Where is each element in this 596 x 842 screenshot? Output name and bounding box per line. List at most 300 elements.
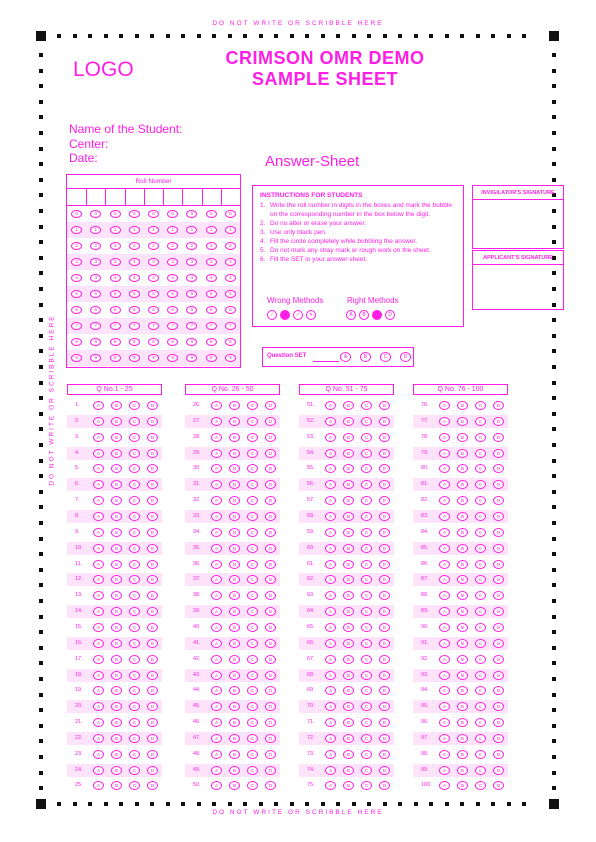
answer-bubble[interactable]: C xyxy=(361,766,372,775)
roll-digit-bubble[interactable]: 2 xyxy=(186,242,197,250)
answer-bubble[interactable]: C xyxy=(475,781,486,790)
roll-digit-bubble[interactable]: 0 xyxy=(110,210,121,218)
answer-bubble[interactable]: A xyxy=(325,575,336,584)
answer-bubble[interactable]: A xyxy=(93,417,104,426)
roll-digit-bubble[interactable]: 8 xyxy=(110,338,121,346)
answer-bubble[interactable]: C xyxy=(247,702,258,711)
roll-digit-bubble[interactable]: 6 xyxy=(167,306,178,314)
answer-bubble[interactable]: B xyxy=(343,639,354,648)
answer-bubble[interactable]: D xyxy=(379,781,390,790)
answer-bubble[interactable]: A xyxy=(211,702,222,711)
answer-bubble[interactable]: B xyxy=(457,718,468,727)
answer-bubble[interactable]: A xyxy=(93,655,104,664)
answer-bubble[interactable]: D xyxy=(493,734,504,743)
answer-bubble[interactable]: C xyxy=(475,702,486,711)
answer-bubble[interactable]: C xyxy=(247,686,258,695)
question-set-bubble[interactable]: C xyxy=(380,352,391,362)
answer-bubble[interactable]: B xyxy=(457,750,468,759)
answer-bubble[interactable]: D xyxy=(265,686,276,695)
answer-bubble[interactable]: A xyxy=(211,401,222,410)
answer-bubble[interactable]: A xyxy=(93,528,104,537)
answer-bubble[interactable]: D xyxy=(147,401,158,410)
answer-bubble[interactable]: A xyxy=(325,480,336,489)
answer-bubble[interactable]: D xyxy=(493,401,504,410)
answer-bubble[interactable]: B xyxy=(343,734,354,743)
answer-bubble[interactable]: B xyxy=(111,718,122,727)
answer-bubble[interactable]: C xyxy=(129,464,140,473)
answer-bubble[interactable]: C xyxy=(247,591,258,600)
roll-digit-bubble[interactable]: 8 xyxy=(71,338,82,346)
roll-digit-bubble[interactable]: 7 xyxy=(225,322,236,330)
answer-bubble[interactable]: B xyxy=(111,544,122,553)
answer-bubble[interactable]: B xyxy=(343,607,354,616)
answer-bubble[interactable]: C xyxy=(361,401,372,410)
answer-bubble[interactable]: C xyxy=(247,575,258,584)
answer-bubble[interactable]: D xyxy=(493,671,504,680)
answer-bubble[interactable]: D xyxy=(265,512,276,521)
answer-bubble[interactable]: B xyxy=(343,417,354,426)
answer-bubble[interactable]: D xyxy=(265,401,276,410)
answer-bubble[interactable]: C xyxy=(247,480,258,489)
answer-bubble[interactable]: D xyxy=(379,686,390,695)
answer-bubble[interactable]: A xyxy=(439,417,450,426)
roll-digit-bubble[interactable]: 2 xyxy=(110,242,121,250)
answer-bubble[interactable]: C xyxy=(129,718,140,727)
answer-bubble[interactable]: A xyxy=(93,781,104,790)
answer-bubble[interactable]: C xyxy=(247,512,258,521)
answer-bubble[interactable]: C xyxy=(247,766,258,775)
answer-bubble[interactable]: B xyxy=(229,560,240,569)
answer-bubble[interactable]: D xyxy=(147,671,158,680)
answer-bubble[interactable]: A xyxy=(439,591,450,600)
question-set-bubble[interactable]: B xyxy=(360,352,371,362)
answer-bubble[interactable]: A xyxy=(211,575,222,584)
answer-bubble[interactable]: D xyxy=(379,480,390,489)
answer-bubble[interactable]: C xyxy=(361,655,372,664)
answer-bubble[interactable]: B xyxy=(111,734,122,743)
answer-bubble[interactable]: C xyxy=(129,480,140,489)
answer-bubble[interactable]: D xyxy=(147,560,158,569)
answer-bubble[interactable]: A xyxy=(325,417,336,426)
answer-bubble[interactable]: A xyxy=(439,496,450,505)
answer-bubble[interactable]: C xyxy=(129,671,140,680)
answer-bubble[interactable]: A xyxy=(211,449,222,458)
roll-digit-bubble[interactable]: 6 xyxy=(186,306,197,314)
answer-bubble[interactable]: C xyxy=(475,449,486,458)
answer-bubble[interactable]: A xyxy=(325,671,336,680)
answer-bubble[interactable]: B xyxy=(343,496,354,505)
answer-bubble[interactable]: D xyxy=(147,512,158,521)
answer-bubble[interactable]: C xyxy=(475,480,486,489)
answer-bubble[interactable]: B xyxy=(457,623,468,632)
answer-bubble[interactable]: B xyxy=(343,781,354,790)
answer-bubble[interactable]: B xyxy=(229,607,240,616)
roll-digit-bubble[interactable]: 7 xyxy=(206,322,217,330)
answer-bubble[interactable]: B xyxy=(111,449,122,458)
answer-bubble[interactable]: A xyxy=(211,766,222,775)
roll-digit-bubble[interactable]: 4 xyxy=(186,274,197,282)
answer-bubble[interactable]: C xyxy=(247,528,258,537)
answer-bubble[interactable]: B xyxy=(229,528,240,537)
answer-bubble[interactable]: D xyxy=(379,544,390,553)
answer-bubble[interactable]: C xyxy=(361,671,372,680)
answer-bubble[interactable]: B xyxy=(343,512,354,521)
answer-bubble[interactable]: A xyxy=(439,639,450,648)
answer-bubble[interactable]: D xyxy=(147,449,158,458)
roll-digit-bubble[interactable]: 7 xyxy=(129,322,140,330)
answer-bubble[interactable]: B xyxy=(111,464,122,473)
roll-digit-bubble[interactable]: 6 xyxy=(148,306,159,314)
answer-bubble[interactable]: D xyxy=(493,512,504,521)
answer-bubble[interactable]: D xyxy=(265,766,276,775)
answer-bubble[interactable]: D xyxy=(265,464,276,473)
answer-bubble[interactable]: D xyxy=(379,528,390,537)
answer-bubble[interactable]: D xyxy=(379,433,390,442)
answer-bubble[interactable]: A xyxy=(439,528,450,537)
roll-digit-bubble[interactable]: 9 xyxy=(110,354,121,362)
answer-bubble[interactable]: C xyxy=(129,702,140,711)
answer-bubble[interactable]: A xyxy=(325,655,336,664)
answer-bubble[interactable]: A xyxy=(325,639,336,648)
answer-bubble[interactable]: C xyxy=(361,496,372,505)
roll-digit-bubble[interactable]: 3 xyxy=(225,258,236,266)
answer-bubble[interactable]: A xyxy=(439,766,450,775)
answer-bubble[interactable]: A xyxy=(211,433,222,442)
answer-bubble[interactable]: A xyxy=(325,464,336,473)
answer-bubble[interactable]: C xyxy=(475,623,486,632)
answer-bubble[interactable]: B xyxy=(111,496,122,505)
answer-bubble[interactable]: A xyxy=(93,449,104,458)
answer-bubble[interactable]: B xyxy=(111,480,122,489)
answer-bubble[interactable]: A xyxy=(211,639,222,648)
roll-digit-bubble[interactable]: 7 xyxy=(148,322,159,330)
answer-bubble[interactable]: C xyxy=(129,496,140,505)
answer-bubble[interactable]: C xyxy=(475,496,486,505)
answer-bubble[interactable]: C xyxy=(129,781,140,790)
answer-bubble[interactable]: A xyxy=(211,544,222,553)
answer-bubble[interactable]: C xyxy=(129,512,140,521)
answer-bubble[interactable]: D xyxy=(147,702,158,711)
answer-bubble[interactable]: B xyxy=(229,750,240,759)
answer-bubble[interactable]: D xyxy=(493,544,504,553)
answer-bubble[interactable]: A xyxy=(325,591,336,600)
roll-digit-bubble[interactable]: 0 xyxy=(206,210,217,218)
answer-bubble[interactable]: B xyxy=(343,655,354,664)
answer-bubble[interactable]: D xyxy=(265,449,276,458)
answer-bubble[interactable]: D xyxy=(379,718,390,727)
answer-bubble[interactable]: A xyxy=(325,496,336,505)
answer-bubble[interactable]: B xyxy=(229,591,240,600)
answer-bubble[interactable]: D xyxy=(493,686,504,695)
answer-bubble[interactable]: B xyxy=(229,544,240,553)
answer-bubble[interactable]: C xyxy=(129,433,140,442)
answer-bubble[interactable]: A xyxy=(93,607,104,616)
answer-bubble[interactable]: A xyxy=(211,607,222,616)
answer-bubble[interactable]: C xyxy=(361,417,372,426)
answer-bubble[interactable]: B xyxy=(343,671,354,680)
answer-bubble[interactable]: D xyxy=(379,671,390,680)
answer-bubble[interactable]: B xyxy=(457,449,468,458)
answer-bubble[interactable]: B xyxy=(343,750,354,759)
answer-bubble[interactable]: A xyxy=(211,560,222,569)
roll-number-write-boxes[interactable] xyxy=(67,189,240,206)
answer-bubble[interactable]: C xyxy=(475,750,486,759)
answer-bubble[interactable]: B xyxy=(457,480,468,489)
answer-bubble[interactable]: C xyxy=(247,401,258,410)
answer-bubble[interactable]: C xyxy=(475,401,486,410)
invigilator-signature-box[interactable] xyxy=(472,185,564,249)
answer-bubble[interactable]: D xyxy=(147,591,158,600)
answer-bubble[interactable]: D xyxy=(493,464,504,473)
answer-bubble[interactable]: A xyxy=(325,718,336,727)
answer-bubble[interactable]: C xyxy=(361,480,372,489)
answer-bubble[interactable]: A xyxy=(211,686,222,695)
answer-bubble[interactable]: A xyxy=(211,496,222,505)
answer-bubble[interactable]: C xyxy=(361,734,372,743)
answer-bubble[interactable]: B xyxy=(229,417,240,426)
answer-bubble[interactable]: B xyxy=(343,591,354,600)
answer-bubble[interactable]: C xyxy=(129,750,140,759)
answer-bubble[interactable]: A xyxy=(325,750,336,759)
answer-bubble[interactable]: B xyxy=(111,639,122,648)
answer-bubble[interactable]: C xyxy=(475,528,486,537)
answer-bubble[interactable]: D xyxy=(265,591,276,600)
answer-bubble[interactable]: D xyxy=(265,560,276,569)
roll-digit-bubble[interactable]: 7 xyxy=(167,322,178,330)
answer-bubble[interactable]: C xyxy=(247,655,258,664)
answer-bubble[interactable]: C xyxy=(129,734,140,743)
roll-digit-bubble[interactable]: 0 xyxy=(167,210,178,218)
answer-bubble[interactable]: A xyxy=(93,560,104,569)
roll-digit-bubble[interactable]: 4 xyxy=(148,274,159,282)
roll-digit-bubble[interactable]: 5 xyxy=(129,290,140,298)
answer-bubble[interactable]: B xyxy=(343,544,354,553)
answer-bubble[interactable]: D xyxy=(379,575,390,584)
roll-digit-bubble[interactable]: 6 xyxy=(71,306,82,314)
roll-digit-bubble[interactable]: 8 xyxy=(129,338,140,346)
roll-digit-bubble[interactable]: 3 xyxy=(186,258,197,266)
roll-digit-bubble[interactable]: 8 xyxy=(167,338,178,346)
answer-bubble[interactable]: B xyxy=(343,464,354,473)
answer-bubble[interactable]: D xyxy=(147,734,158,743)
roll-digit-bubble[interactable]: 7 xyxy=(71,322,82,330)
roll-digit-bubble[interactable]: 9 xyxy=(71,354,82,362)
answer-bubble[interactable]: B xyxy=(457,655,468,664)
answer-bubble[interactable]: D xyxy=(265,734,276,743)
roll-digit-bubble[interactable]: 1 xyxy=(148,226,159,234)
answer-bubble[interactable]: A xyxy=(93,575,104,584)
answer-bubble[interactable]: B xyxy=(111,417,122,426)
answer-bubble[interactable]: B xyxy=(229,781,240,790)
answer-bubble[interactable]: B xyxy=(229,766,240,775)
roll-digit-bubble[interactable]: 7 xyxy=(90,322,101,330)
answer-bubble[interactable]: C xyxy=(129,623,140,632)
roll-digit-bubble[interactable]: 0 xyxy=(90,210,101,218)
answer-bubble[interactable]: C xyxy=(475,464,486,473)
answer-bubble[interactable]: C xyxy=(129,449,140,458)
answer-bubble[interactable]: A xyxy=(325,544,336,553)
answer-bubble[interactable]: C xyxy=(129,560,140,569)
roll-digit-bubble[interactable]: 1 xyxy=(71,226,82,234)
answer-bubble[interactable]: A xyxy=(325,623,336,632)
answer-bubble[interactable]: A xyxy=(211,417,222,426)
answer-bubble[interactable]: D xyxy=(493,702,504,711)
answer-bubble[interactable]: A xyxy=(439,655,450,664)
answer-bubble[interactable]: B xyxy=(229,734,240,743)
answer-bubble[interactable]: C xyxy=(129,575,140,584)
answer-bubble[interactable]: D xyxy=(265,528,276,537)
answer-bubble[interactable]: B xyxy=(229,639,240,648)
answer-bubble[interactable]: C xyxy=(475,544,486,553)
roll-digit-bubble[interactable]: 3 xyxy=(129,258,140,266)
roll-digit-bubble[interactable]: 3 xyxy=(71,258,82,266)
answer-bubble[interactable]: D xyxy=(493,417,504,426)
answer-bubble[interactable]: C xyxy=(361,575,372,584)
roll-digit-bubble[interactable]: 6 xyxy=(90,306,101,314)
answer-bubble[interactable]: A xyxy=(211,528,222,537)
roll-digit-bubble[interactable]: 2 xyxy=(90,242,101,250)
answer-bubble[interactable]: D xyxy=(379,702,390,711)
roll-digit-bubble[interactable]: 4 xyxy=(225,274,236,282)
answer-bubble[interactable]: D xyxy=(265,433,276,442)
answer-bubble[interactable]: B xyxy=(343,480,354,489)
answer-bubble[interactable]: B xyxy=(229,671,240,680)
answer-bubble[interactable]: C xyxy=(475,639,486,648)
answer-bubble[interactable]: B xyxy=(111,686,122,695)
answer-bubble[interactable]: B xyxy=(111,591,122,600)
answer-bubble[interactable]: D xyxy=(493,718,504,727)
roll-digit-bubble[interactable]: 0 xyxy=(148,210,159,218)
roll-digit-bubble[interactable]: 1 xyxy=(129,226,140,234)
answer-bubble[interactable]: A xyxy=(325,401,336,410)
answer-bubble[interactable]: D xyxy=(493,575,504,584)
answer-bubble[interactable]: A xyxy=(211,734,222,743)
answer-bubble[interactable]: C xyxy=(475,734,486,743)
answer-bubble[interactable]: D xyxy=(379,417,390,426)
answer-bubble[interactable]: D xyxy=(379,464,390,473)
answer-bubble[interactable]: B xyxy=(457,575,468,584)
answer-bubble[interactable]: B xyxy=(111,575,122,584)
answer-bubble[interactable]: A xyxy=(93,496,104,505)
answer-bubble[interactable]: C xyxy=(361,639,372,648)
answer-bubble[interactable]: B xyxy=(457,639,468,648)
roll-digit-bubble[interactable]: 9 xyxy=(225,354,236,362)
answer-bubble[interactable]: D xyxy=(147,655,158,664)
answer-bubble[interactable]: A xyxy=(93,401,104,410)
answer-bubble[interactable]: A xyxy=(93,766,104,775)
roll-digit-bubble[interactable]: 9 xyxy=(186,354,197,362)
answer-bubble[interactable]: B xyxy=(111,433,122,442)
roll-digit-bubble[interactable]: 3 xyxy=(90,258,101,266)
answer-bubble[interactable]: B xyxy=(343,433,354,442)
answer-bubble[interactable]: C xyxy=(129,591,140,600)
answer-bubble[interactable]: C xyxy=(129,655,140,664)
answer-bubble[interactable]: D xyxy=(265,718,276,727)
roll-digit-bubble[interactable]: 4 xyxy=(110,274,121,282)
answer-bubble[interactable]: A xyxy=(93,718,104,727)
answer-bubble[interactable]: C xyxy=(361,512,372,521)
answer-bubble[interactable]: B xyxy=(457,734,468,743)
answer-bubble[interactable]: C xyxy=(361,433,372,442)
answer-bubble[interactable]: C xyxy=(475,607,486,616)
answer-bubble[interactable]: C xyxy=(247,417,258,426)
answer-bubble[interactable]: A xyxy=(439,401,450,410)
answer-bubble[interactable]: D xyxy=(379,591,390,600)
answer-bubble[interactable]: A xyxy=(93,750,104,759)
answer-bubble[interactable]: A xyxy=(439,623,450,632)
roll-digit-bubble[interactable]: 9 xyxy=(167,354,178,362)
roll-digit-bubble[interactable]: 7 xyxy=(186,322,197,330)
answer-bubble[interactable]: D xyxy=(265,496,276,505)
answer-bubble[interactable]: D xyxy=(265,623,276,632)
answer-bubble[interactable]: C xyxy=(247,639,258,648)
roll-digit-bubble[interactable]: 5 xyxy=(90,290,101,298)
answer-bubble[interactable]: A xyxy=(93,544,104,553)
answer-bubble[interactable]: D xyxy=(265,639,276,648)
roll-digit-bubble[interactable]: 5 xyxy=(148,290,159,298)
answer-bubble[interactable]: A xyxy=(325,433,336,442)
answer-bubble[interactable]: A xyxy=(439,512,450,521)
answer-bubble[interactable]: B xyxy=(111,781,122,790)
roll-digit-bubble[interactable]: 5 xyxy=(225,290,236,298)
answer-bubble[interactable]: A xyxy=(211,718,222,727)
answer-bubble[interactable]: B xyxy=(229,464,240,473)
answer-bubble[interactable]: D xyxy=(147,528,158,537)
answer-bubble[interactable]: A xyxy=(325,607,336,616)
answer-bubble[interactable]: A xyxy=(325,449,336,458)
roll-digit-bubble[interactable]: 8 xyxy=(206,338,217,346)
question-set-bubble[interactable]: D xyxy=(400,352,411,362)
answer-bubble[interactable]: B xyxy=(343,528,354,537)
answer-bubble[interactable]: C xyxy=(247,607,258,616)
roll-digit-bubble[interactable]: 4 xyxy=(90,274,101,282)
roll-digit-bubble[interactable]: 4 xyxy=(129,274,140,282)
applicant-signature-box[interactable] xyxy=(472,250,564,310)
answer-bubble[interactable]: A xyxy=(325,686,336,695)
answer-bubble[interactable]: C xyxy=(247,718,258,727)
answer-bubble[interactable]: A xyxy=(439,560,450,569)
answer-bubble[interactable]: C xyxy=(475,433,486,442)
answer-bubble[interactable]: B xyxy=(111,766,122,775)
answer-bubble[interactable]: A xyxy=(93,464,104,473)
roll-digit-bubble[interactable]: 6 xyxy=(225,306,236,314)
answer-bubble[interactable]: D xyxy=(493,449,504,458)
answer-bubble[interactable]: A xyxy=(93,591,104,600)
roll-digit-bubble[interactable]: 3 xyxy=(148,258,159,266)
answer-bubble[interactable]: C xyxy=(475,575,486,584)
answer-bubble[interactable]: D xyxy=(147,575,158,584)
answer-bubble[interactable]: B xyxy=(229,433,240,442)
roll-digit-bubble[interactable]: 9 xyxy=(90,354,101,362)
answer-bubble[interactable]: B xyxy=(229,718,240,727)
answer-bubble[interactable]: C xyxy=(247,781,258,790)
answer-bubble[interactable]: C xyxy=(361,607,372,616)
answer-bubble[interactable]: D xyxy=(379,655,390,664)
answer-bubble[interactable]: A xyxy=(211,623,222,632)
answer-bubble[interactable]: C xyxy=(129,417,140,426)
answer-bubble[interactable]: D xyxy=(265,655,276,664)
answer-bubble[interactable]: C xyxy=(475,417,486,426)
answer-bubble[interactable]: C xyxy=(361,528,372,537)
answer-bubble[interactable]: D xyxy=(379,639,390,648)
answer-bubble[interactable]: A xyxy=(93,623,104,632)
roll-digit-bubble[interactable]: 8 xyxy=(90,338,101,346)
answer-bubble[interactable]: D xyxy=(265,544,276,553)
answer-bubble[interactable]: D xyxy=(147,607,158,616)
answer-bubble[interactable]: B xyxy=(457,417,468,426)
answer-bubble[interactable]: D xyxy=(147,766,158,775)
roll-digit-bubble[interactable]: 6 xyxy=(129,306,140,314)
